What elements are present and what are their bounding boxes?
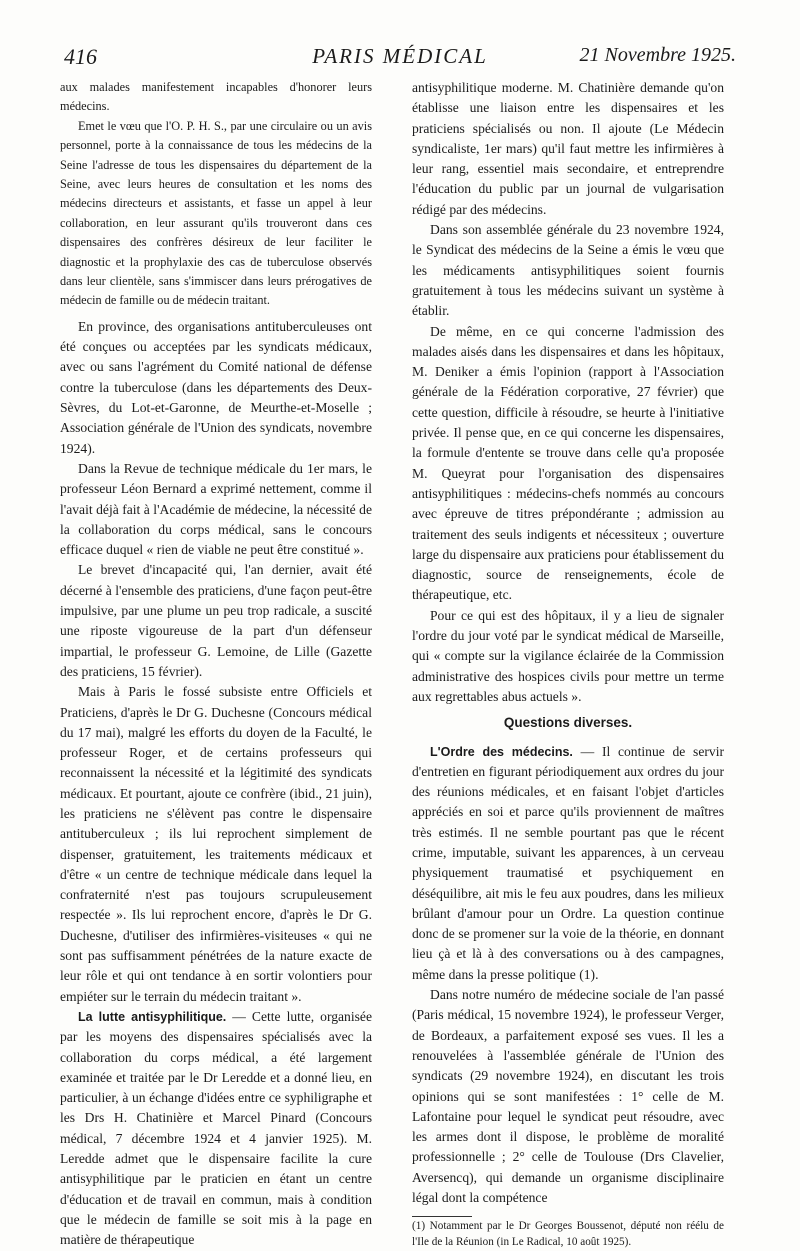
issue-date: 21 Novembre 1925. <box>579 44 736 66</box>
section-heading: Questions diverses. <box>503 715 633 731</box>
paragraph: De même, en ce qui concerne l'admission des malades aisés dans les dispensaires et dans les hôpitaux, M. Deniker a émis l'opinion (rapport à l'Association générale de la Fédération corporative, 27 février) que cette question, difficile à résoudre, se heurte à l'initiative privée. Il pense que, en ce qui concerne les dispensaires, la formule d'entente se trouve dans celle qu'a proposée M. Queyrat pour l'organisation des dispensaires antisyphilitiques : médecins-chefs nommés au concours avec épreuve de titres prépondérante ; admission au traitement des seuls indigents et nécessiteux ; ouverture large du dispensaire aux praticiens pour établissement du diagnostic, source de renseignements, école de thérapeutique, etc. <box>412 323 724 603</box>
right-column <box>412 78 724 1251</box>
page-number: 416 <box>64 44 97 69</box>
run-in-heading: L'Ordre des médecins. <box>430 744 573 759</box>
running-header <box>64 44 736 76</box>
paragraph: aux malades manifestement incapables d'honorer leurs médecins. <box>60 80 372 114</box>
left-column <box>60 78 372 1251</box>
footnote-divider <box>412 1216 472 1217</box>
paragraph-text: — Cette lutte, organisée par les moyens des dispensaires spécialisés avec la collaboration du corps médical, a été largement examinée et traitée par le Dr Leredde et a donné lieu, en particulier, à un échange d'idées entre ce syphiligraphe et les Drs H. Chatinière et Marcel Pinard (Concours médical, 7 décembre 1924 et 4 janvier 1925). M. Leredde admet que le dispensaire facilite la cure antisyphilitique par le praticien en étant un centre d'éducation et de travail en commun, mais à condition que le médecin de famille se soit mis à la page en matière de thérapeutique <box>60 1008 372 1248</box>
paragraph <box>412 742 724 986</box>
paragraph <box>60 1007 372 1251</box>
body-text <box>412 78 724 1208</box>
journal-title: PARIS MÉDICAL <box>312 44 488 68</box>
paragraph: En province, des organisations antituberculeuses ont été conçues ou acceptées par les syndicats médicaux, avec ou sans l'agrément du Comité national de défense contre la tuberculose (dans les départements des Deux-Sèvres, du Lot-et-Garonne, de Meurthe-et-Moselle ; Association générale de l'Union des syndicats, novembre 1924). <box>60 318 372 456</box>
paragraph: Pour ce qui est des hôpitaux, il y a lieu de signaler l'ordre du jour voté par le syndicat médical de Marseille, qui « compte sur la vigilance éclairée de la Commission administrative des hospices civils pour mettre un terme aux regrettables abus actuels ». <box>412 607 724 704</box>
paragraph: Le brevet d'incapacité qui, l'an dernier, avait été décerné à l'ensemble des praticiens, d'une façon peut-être impulsive, par une plume un peu trop radicale, a suscité une riposte vigoureuse de la part d'un défenseur impartial, le professeur G. Lemoine, de Lille (Gazette des praticiens, 15 février). <box>60 562 372 679</box>
quoted-resolution <box>60 78 372 311</box>
body-text <box>60 317 372 1251</box>
paragraph: Dans son assemblée générale du 23 novembre 1924, le Syndicat des médecins de la Seine a émis le vœu que les médicaments antisyphilitiques soient fournis gratuitement à tous les médecins suivant un système à établir. <box>412 222 724 319</box>
paragraph: Mais à Paris le fossé subsiste entre Officiels et Praticiens, d'après le Dr G. Duchesne (Concours médical du 17 mai), malgré les efforts du doyen de la Faculté, le professeur Roger, et de certains professeurs qui reconnaissent la nécessité et la légitimité des syndicats médicaux. Et pourtant, ajoute ce confrère (ibid., 21 juin), les praticiens ne s'élèvent pas contre le dispensaire antituberculeux ; ils lui reprochent simplement de dispenser, gratuitement, les traitements médicaux et d'être « un centre de technique médicale dans lequel la confraternité n'est pas toujours scrupuleusement respectée ». Ils lui reprochent encore, d'après le Dr G. Duchesne, d'utiliser des infirmières-visiteuses « qui ne sont pas suffisamment pénétrées de la nature exacte de leur rôle et qui ont tendance à en sortir volontiers pour empiéter sur le terrain du médecin traitant ». <box>60 684 372 1004</box>
paragraph-text: — Il continue de servir d'entretien en figurant périodiquement aux ordres du jour des réunions médicales, et en faisant l'objet d'articles appréciés en soi et parce qu'ils proviennent de maîtres très estimés. Il ne semble pourtant pas que le récent crime, imputable, suivant les apparences, à un cerveau physiquement traumatisé et psychiquement en déséquilibre, ait mis le feu aux poudres, dans les milieux brûlant d'amour pour un Ordre. La question continue donc de se promener sur la voie de la théorie, en donnant lieu çà et là à des conversations ou à des campagnes, même dans la presse politique (1). <box>412 743 724 982</box>
paragraph: Emet le vœu que l'O. P. H. S., par une circulaire ou un avis personnel, porte à la connaissance de tous les médecins de la Seine l'adresse de tous les dispensaires du département de la Seine, avec leurs heures de consultation et les noms des médecins directeurs et assistants, et fasse un appel à leur collaboration, en leur assurant qu'ils trouveront dans ces dispensaires des confrères désireux de leur faciliter le diagnostic et la prophylaxie des cas de tuberculose observés dans leur clientèle, sans s'immiscer dans leurs prérogatives de médecin de famille ou de médecin traitant. <box>60 118 372 308</box>
paragraph: antisyphilitique moderne. M. Chatinière demande qu'on établisse une liaison entre les dispensaires et les praticiens spécialisés ou non. Il ajoute (Le Médecin syndicaliste, 1er mars) qu'il faut mettre les infirmières à leur rang, essentiel mais secondaire, et entreprendre l'éducation du public par un journal de vulgarisation rédigé par des médecins. <box>412 80 724 217</box>
paragraph: Dans la Revue de technique médicale du 1er mars, le professeur Léon Bernard a exprimé nettement, comme il l'avait déjà fait à l'Académie de médecine, la nécessité de la collaboration du corps médical, sans le concours efficace duquel « rien de viable ne peut être constitué ». <box>60 460 372 558</box>
footnote: (1) Notamment par le Dr Georges Boussenot, député non réélu de l'Ile de la Réunion (in Le Radical, 10 août 1925). <box>412 1220 724 1248</box>
run-in-heading: La lutte antisyphilitique. <box>78 1009 227 1024</box>
paragraph: Dans notre numéro de médecine sociale de l'an passé (Paris médical, 15 novembre 1924), le professeur Verger, de Bordeaux, a parfaitement exposé ses vues. Il les a renouvelées à l'assemblée générale de l'Union des syndicats (29 novembre 1924), en discutant les trois opinions qui se sont manifestées : 1° celle de M. Lafontaine pour lequel le syndicat peut résoudre, avec les armes dont il dispose, le problème de moralité professionnelle ; 2° celle de Toulouse (Drs Clavelier, Aversencq), qui demande un organisme disciplinaire légal dont la compétence <box>412 987 724 1206</box>
